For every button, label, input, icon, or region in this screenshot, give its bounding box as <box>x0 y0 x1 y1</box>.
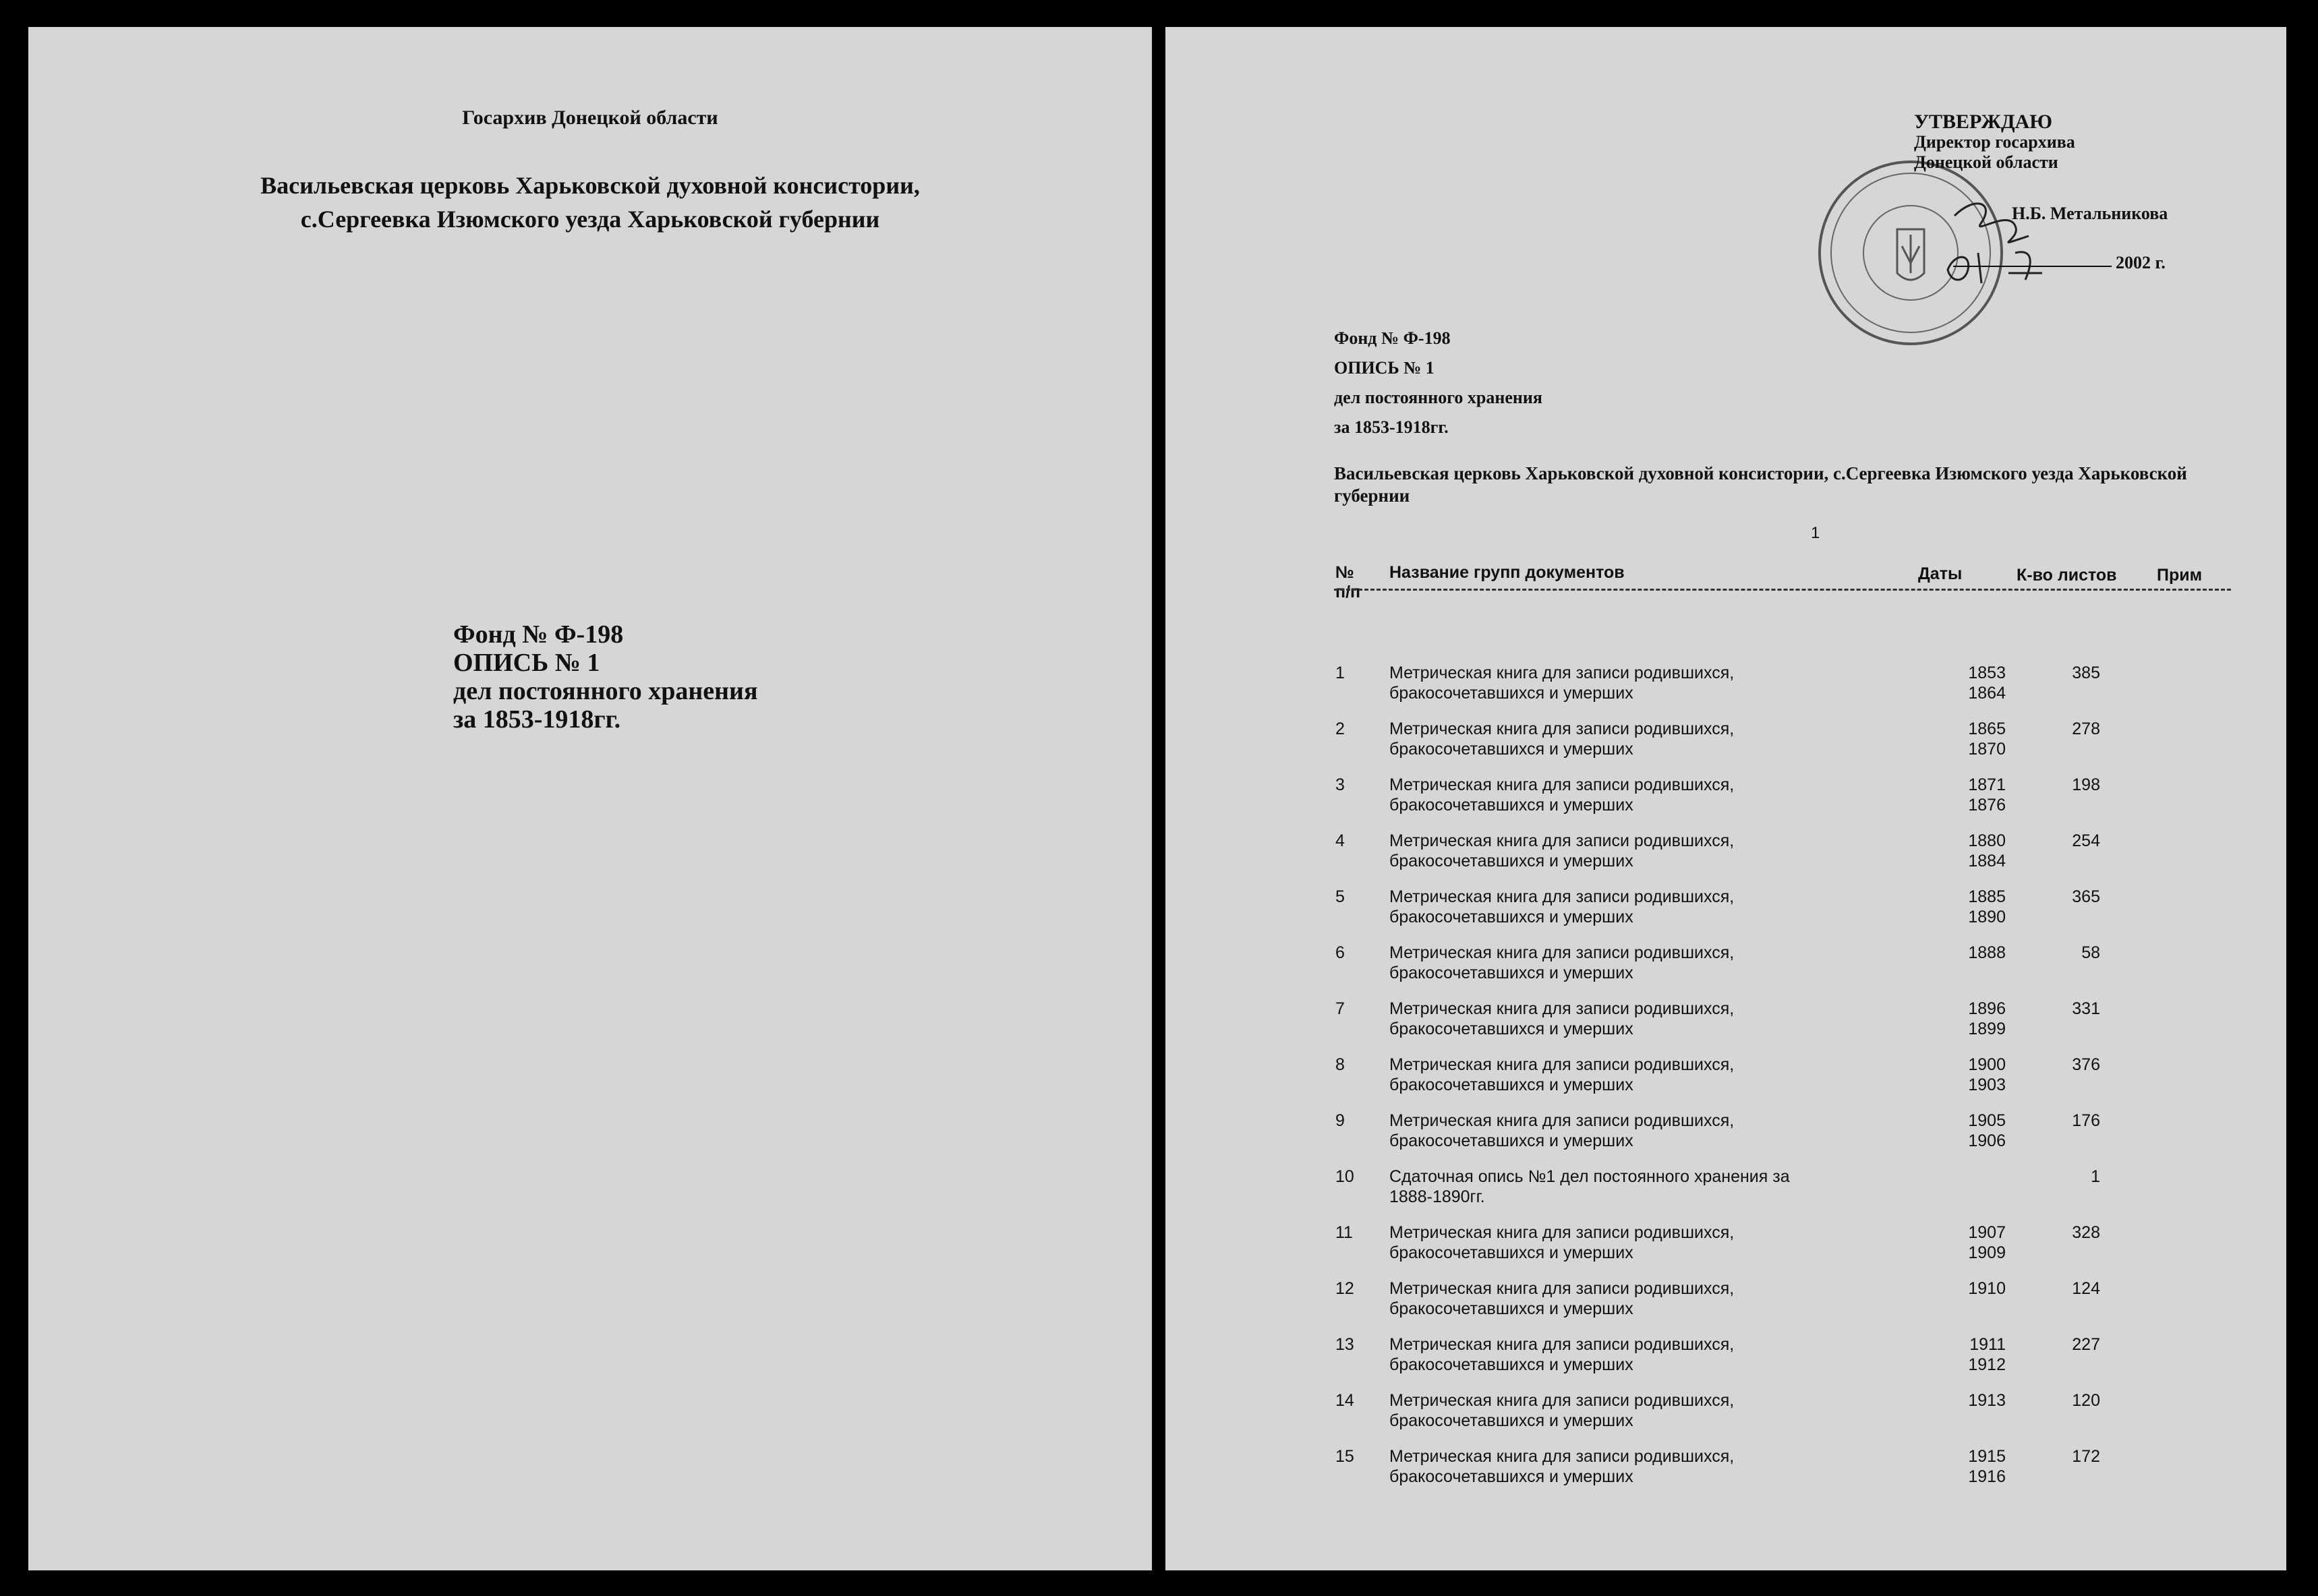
row-title-line2: 1888-1890гг. <box>1389 1187 1485 1206</box>
opis-number: ОПИСЬ № 1 <box>453 649 600 677</box>
row-title-line1: Метрическая книга для записи родившихся, <box>1389 1111 1735 1130</box>
row-title-line1: Метрическая книга для записи родившихся, <box>1389 943 1735 962</box>
fond-number: Фонд № Ф-198 <box>453 620 624 649</box>
row-title-line2: бракосочетавшихся и умерших <box>1389 1019 1633 1038</box>
row-title-line2: бракосочетавшихся и умерших <box>1389 1243 1633 1262</box>
table-row <box>1334 831 2231 885</box>
left-page <box>28 27 1152 1570</box>
col-dates-header: Даты <box>1918 564 1963 583</box>
row-title-line2: бракосочетавшихся и умерших <box>1389 796 1633 815</box>
row-date-start: 1865 <box>1968 719 2006 738</box>
row-date-start: 1913 <box>1968 1391 2006 1410</box>
row-date-start: 1915 <box>1968 1447 2006 1466</box>
title-line-1: Васильевская церковь Харьковской духовной консистории, <box>260 172 920 199</box>
row-dates <box>1959 719 2006 759</box>
row-date-end: 1906 <box>1968 1131 2006 1150</box>
row-title <box>1389 719 1875 759</box>
row-number: 2 <box>1335 719 1345 738</box>
col-num-header <box>1335 563 1360 602</box>
row-sheet-count: 227 <box>2072 1335 2100 1354</box>
row-date-end: 1912 <box>1968 1355 2006 1374</box>
row-sheet-count: 198 <box>2072 775 2100 794</box>
row-date-end: 1899 <box>1968 1019 2006 1038</box>
years-range: за 1853-1918гг. <box>453 705 621 734</box>
row-dates <box>1959 831 2006 871</box>
row-title <box>1389 887 1875 927</box>
row-date-end: 1916 <box>1968 1467 2006 1486</box>
row-date-start: 1885 <box>1968 887 2006 906</box>
row-title-line1: Метрическая книга для записи родившихся, <box>1389 1055 1735 1074</box>
row-title-line1: Метрическая книга для записи родившихся, <box>1389 1447 1735 1466</box>
right-fund-title: Васильевская церковь Харьковской духовной консистории, с.Сергеевка Изюмского уезда Харьковской губернии <box>1334 463 2187 506</box>
row-dates <box>1959 663 2006 703</box>
approval-block <box>1914 112 2075 173</box>
row-title-line2: бракосочетавшихся и умерших <box>1389 1299 1633 1318</box>
row-title-line1: Метрическая книга для записи родившихся, <box>1389 775 1735 794</box>
col-num-line2: п/п <box>1335 583 1361 601</box>
col-sheets-header: К-во листов <box>2017 566 2117 585</box>
approval-position-2: Донецкой области <box>1914 152 2058 172</box>
table-row <box>1334 1166 2231 1220</box>
row-sheet-count: 176 <box>2072 1111 2100 1130</box>
archive-heading: Госархив Донецкой области <box>462 107 718 129</box>
row-sheet-count: 376 <box>2072 1055 2100 1074</box>
row-dates <box>1959 1222 2006 1263</box>
row-sheet-count: 278 <box>2072 719 2100 738</box>
row-number: 11 <box>1335 1223 1353 1242</box>
row-sheet-count: 58 <box>2081 943 2100 962</box>
fund-creator-title <box>28 169 1152 236</box>
row-date-start: 1900 <box>1968 1055 2006 1074</box>
row-sheet-count: 385 <box>2072 663 2100 682</box>
row-title-line1: Метрическая книга для записи родившихся, <box>1389 1279 1735 1298</box>
date-line <box>1953 266 2112 267</box>
row-date-start: 1911 <box>1969 1335 2006 1354</box>
row-title-line2: бракосочетавшихся и умерших <box>1389 852 1633 870</box>
row-title-line1: Метрическая книга для записи родившихся, <box>1389 663 1735 682</box>
row-title-line2: бракосочетавшихся и умерших <box>1389 964 1633 982</box>
right-storage-type: дел постоянного хранения <box>1334 388 1542 407</box>
approval-word: УТВЕРЖДАЮ <box>1914 111 2053 133</box>
row-title-line1: Метрическая книга для записи родившихся, <box>1389 831 1735 850</box>
right-page <box>1165 27 2286 1570</box>
table-row <box>1334 887 2231 941</box>
row-title-line1: Метрическая книга для записи родившихся, <box>1389 999 1735 1018</box>
col-num-line1: № <box>1335 563 1354 582</box>
row-title <box>1389 663 1875 703</box>
row-title-line2: бракосочетавшихся и умерших <box>1389 908 1633 926</box>
right-opis-number: ОПИСЬ № 1 <box>1334 358 1435 378</box>
row-sheet-count: 328 <box>2072 1223 2100 1242</box>
row-title-line1: Метрическая книга для записи родившихся, <box>1389 1223 1735 1242</box>
page-number: 1 <box>1811 524 1820 542</box>
row-title <box>1389 1446 1875 1487</box>
row-title-line2: бракосочетавшихся и умерших <box>1389 1131 1633 1150</box>
row-number: 13 <box>1335 1335 1354 1354</box>
row-sheet-count: 331 <box>2072 999 2100 1018</box>
row-dates <box>1959 943 2006 963</box>
row-title <box>1389 1222 1875 1263</box>
row-number: 9 <box>1335 1111 1345 1130</box>
row-number: 4 <box>1335 831 1345 850</box>
row-title <box>1389 1166 1875 1207</box>
row-title <box>1389 831 1875 871</box>
row-sheet-count: 172 <box>2072 1447 2100 1466</box>
table-row <box>1334 1446 2231 1500</box>
row-number: 3 <box>1335 775 1345 794</box>
row-date-start: 1853 <box>1968 663 2006 682</box>
row-date-end: 1864 <box>1968 684 2006 703</box>
row-title-line2: бракосочетавшихся и умерших <box>1389 740 1633 759</box>
row-title-line1: Метрическая книга для записи родившихся, <box>1389 1391 1735 1410</box>
row-dates <box>1959 1278 2006 1299</box>
table-row <box>1334 1334 2231 1388</box>
row-number: 10 <box>1335 1167 1354 1186</box>
row-date-start: 1910 <box>1968 1279 2006 1298</box>
table-row <box>1334 943 2231 997</box>
row-title-line2: бракосочетавшихся и умерших <box>1389 1075 1633 1094</box>
row-dates <box>1959 887 2006 927</box>
row-title <box>1389 1278 1875 1319</box>
table-row <box>1334 663 2231 717</box>
row-sheet-count: 254 <box>2072 831 2100 850</box>
approval-name: Н.Б. Метальникова <box>2012 204 2168 223</box>
row-date-end: 1876 <box>1968 796 2006 815</box>
row-date-end: 1909 <box>1968 1243 2006 1262</box>
row-dates <box>1959 1111 2006 1151</box>
title-line-2: с.Сергеевка Изюмского уезда Харьковской губернии <box>300 206 880 233</box>
table-row <box>1334 1055 2231 1109</box>
row-sheet-count: 1 <box>2091 1167 2100 1186</box>
row-date-start: 1907 <box>1968 1223 2006 1242</box>
row-date-end: 1870 <box>1968 740 2006 759</box>
row-title-line1: Сдаточная опись №1 дел постоянного хранения за <box>1389 1167 1790 1186</box>
right-years-range: за 1853-1918гг. <box>1334 417 1449 437</box>
row-dates <box>1959 1390 2006 1411</box>
right-fond-block <box>1334 324 1542 442</box>
table-row <box>1334 1111 2231 1164</box>
row-title <box>1389 1055 1875 1095</box>
row-date-start: 1880 <box>1968 831 2006 850</box>
row-dates <box>1959 1055 2006 1095</box>
table-row <box>1334 1222 2231 1276</box>
row-title-line1: Метрическая книга для записи родившихся, <box>1389 1335 1735 1354</box>
row-number: 12 <box>1335 1279 1354 1298</box>
row-number: 8 <box>1335 1055 1345 1074</box>
row-number: 1 <box>1335 663 1345 682</box>
row-title <box>1389 1334 1875 1375</box>
right-fond-number: Фонд № Ф-198 <box>1334 328 1451 348</box>
table-row <box>1334 1278 2231 1332</box>
row-dates <box>1959 1334 2006 1375</box>
row-sheet-count: 120 <box>2072 1391 2100 1410</box>
table-row <box>1334 1390 2231 1444</box>
row-dates <box>1959 775 2006 815</box>
table-row <box>1334 775 2231 829</box>
row-date-start: 1888 <box>1968 943 2006 962</box>
row-sheet-count: 124 <box>2072 1279 2100 1298</box>
col-notes-header: Прим <box>2157 566 2203 585</box>
row-title-line2: бракосочетавшихся и умерших <box>1389 1355 1633 1374</box>
row-title <box>1389 775 1875 815</box>
row-number: 6 <box>1335 943 1345 962</box>
row-date-start: 1896 <box>1968 999 2006 1018</box>
row-title-line1: Метрическая книга для записи родившихся, <box>1389 887 1735 906</box>
header-divider <box>1334 589 2231 591</box>
row-title <box>1389 999 1875 1039</box>
table-row <box>1334 719 2231 773</box>
approval-position-1: Директор госархива <box>1914 132 2075 152</box>
row-dates <box>1959 999 2006 1039</box>
row-sheet-count: 365 <box>2072 887 2100 906</box>
row-title-line2: бракосочетавшихся и умерших <box>1389 1467 1633 1486</box>
row-number: 7 <box>1335 999 1345 1018</box>
row-date-end: 1884 <box>1968 852 2006 870</box>
row-number: 15 <box>1335 1447 1354 1466</box>
col-name-header: Название групп документов <box>1389 563 1625 582</box>
fond-block <box>453 620 758 734</box>
row-date-start: 1871 <box>1968 775 2006 794</box>
approval-year: 2002 г. <box>2116 253 2166 272</box>
approval-date <box>1953 253 2166 273</box>
row-dates <box>1959 1446 2006 1487</box>
row-title-line1: Метрическая книга для записи родившихся, <box>1389 719 1735 738</box>
row-number: 5 <box>1335 887 1345 906</box>
row-number: 14 <box>1335 1391 1354 1410</box>
table-row <box>1334 999 2231 1053</box>
row-date-start: 1905 <box>1968 1111 2006 1130</box>
row-title <box>1389 943 1875 983</box>
row-date-end: 1903 <box>1968 1075 2006 1094</box>
storage-type: дел постоянного хранения <box>453 677 758 705</box>
row-title <box>1389 1390 1875 1431</box>
row-title-line2: бракосочетавшихся и умерших <box>1389 684 1633 703</box>
row-title-line2: бракосочетавшихся и умерших <box>1389 1411 1633 1430</box>
row-date-end: 1890 <box>1968 908 2006 926</box>
row-title <box>1389 1111 1875 1151</box>
